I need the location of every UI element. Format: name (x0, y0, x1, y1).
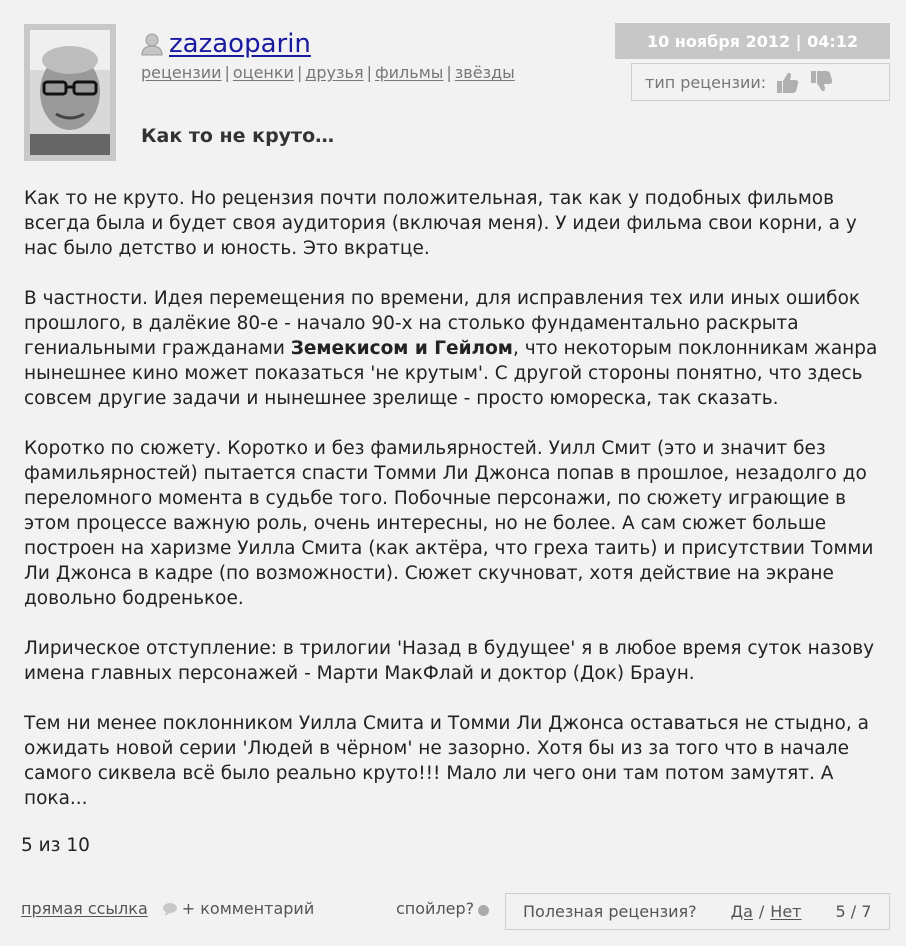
review-paragraph: Коротко по сюжету. Коротко и без фамильярностей. Уилл Смит (это и значит без фамильярностей) пытается спасти Томми Ли Джонса попав в прошлое, незадолго до переломного момента в судьбе того. Побочные персонажи, по сюжету играющие в этом процессе важную роль, очень интересны, но не более. А сам сюжет больше построен на харизме Уилла Смита (как актёра, что греха таить) и присутствии Томми Ли Джонса в кадре (по возможности). Сюжет скучноват, хотя действие на экране довольно бодренькое. (24, 438, 874, 609)
user-block (141, 28, 515, 82)
avatar-portrait-icon (30, 30, 110, 155)
footer-links (21, 899, 314, 918)
avatar-photo (30, 30, 110, 155)
user-link-stars[interactable]: звёзды (454, 63, 515, 82)
review-paragraph: Как то не круто. Но рецензия почти положительная, так как у подобных фильмов всегда была и будет своя аудитория (включая меня). У идеи фильма свои корни, а у нас было детство и юность. Это вкратце. (24, 188, 857, 259)
direct-link[interactable]: прямая ссылка (21, 899, 148, 918)
user-link-ratings[interactable]: оценки (232, 63, 294, 82)
spoiler-label: спойлер? (396, 899, 475, 918)
useful-score: 5 / 7 (835, 902, 872, 921)
spoiler-dot-icon (478, 905, 489, 916)
thumb-up-icon[interactable] (774, 69, 800, 95)
useful-separator: / (758, 902, 765, 921)
review-title: Как то не круто… (141, 125, 335, 147)
spoiler-toggle[interactable] (396, 899, 489, 918)
user-icon (141, 32, 163, 56)
review-paragraph: В частности. Идея перемещения по времени, для исправления тех или иных ошибок прошлого, в далёкие 80-е - начало 90-х на столько фундаментально раскрыта гениальными гражданами Земекисом и Гейлом, что некоторым поклонникам жанра нынешнее кино может показаться 'не крутым'. С другой стороны понятно, что здесь совсем другие задачи и нынешнее зрелище - просто юмореска, так сказать. (24, 288, 878, 409)
thumb-down-icon[interactable] (808, 69, 834, 95)
user-link-reviews[interactable]: рецензии (141, 63, 222, 82)
comment-icon (162, 902, 178, 916)
useful-review-box (505, 893, 890, 930)
user-link-films[interactable]: фильмы (374, 63, 444, 82)
useful-label: Полезная рецензия? (523, 902, 697, 921)
review-paragraph: Лирическое отступление: в трилогии 'Назад в будущее' я в любое время суток назову имена главных персонажей - Марти МакФлай и доктор (Док) Браун. (24, 638, 875, 684)
user-link-friends[interactable]: друзья (305, 63, 364, 82)
review-date: 10 ноября 2012 | 04:12 (615, 23, 890, 59)
review-paragraph: Тем ни менее поклонником Уилла Смита и Томми Ли Джонса оставаться не стыдно, а ожидать новой серии 'Людей в чёрном' не зазорно. Хотя бы из за того что в начале самого сиквела всё было реально круто!!! Мало ли чего они там потом замутят. А пока... (24, 713, 869, 809)
review-type-label: тип рецензии: (645, 72, 767, 92)
useful-no-link[interactable]: Нет (770, 902, 802, 921)
useful-yes-link[interactable]: Да (730, 902, 753, 921)
user-row (141, 28, 515, 60)
bold-names: Земекисом и Гейлом (290, 338, 513, 359)
add-comment-link[interactable]: + комментарий (181, 899, 315, 918)
user-sublinks: рецензии | оценки | друзья | фильмы | звёзды (141, 63, 515, 82)
review-body (24, 186, 884, 836)
review-rating: 5 из 10 (21, 835, 90, 856)
review-type-box (631, 63, 890, 101)
username-link[interactable]: zazaoparin (169, 29, 311, 59)
avatar[interactable] (24, 24, 116, 161)
